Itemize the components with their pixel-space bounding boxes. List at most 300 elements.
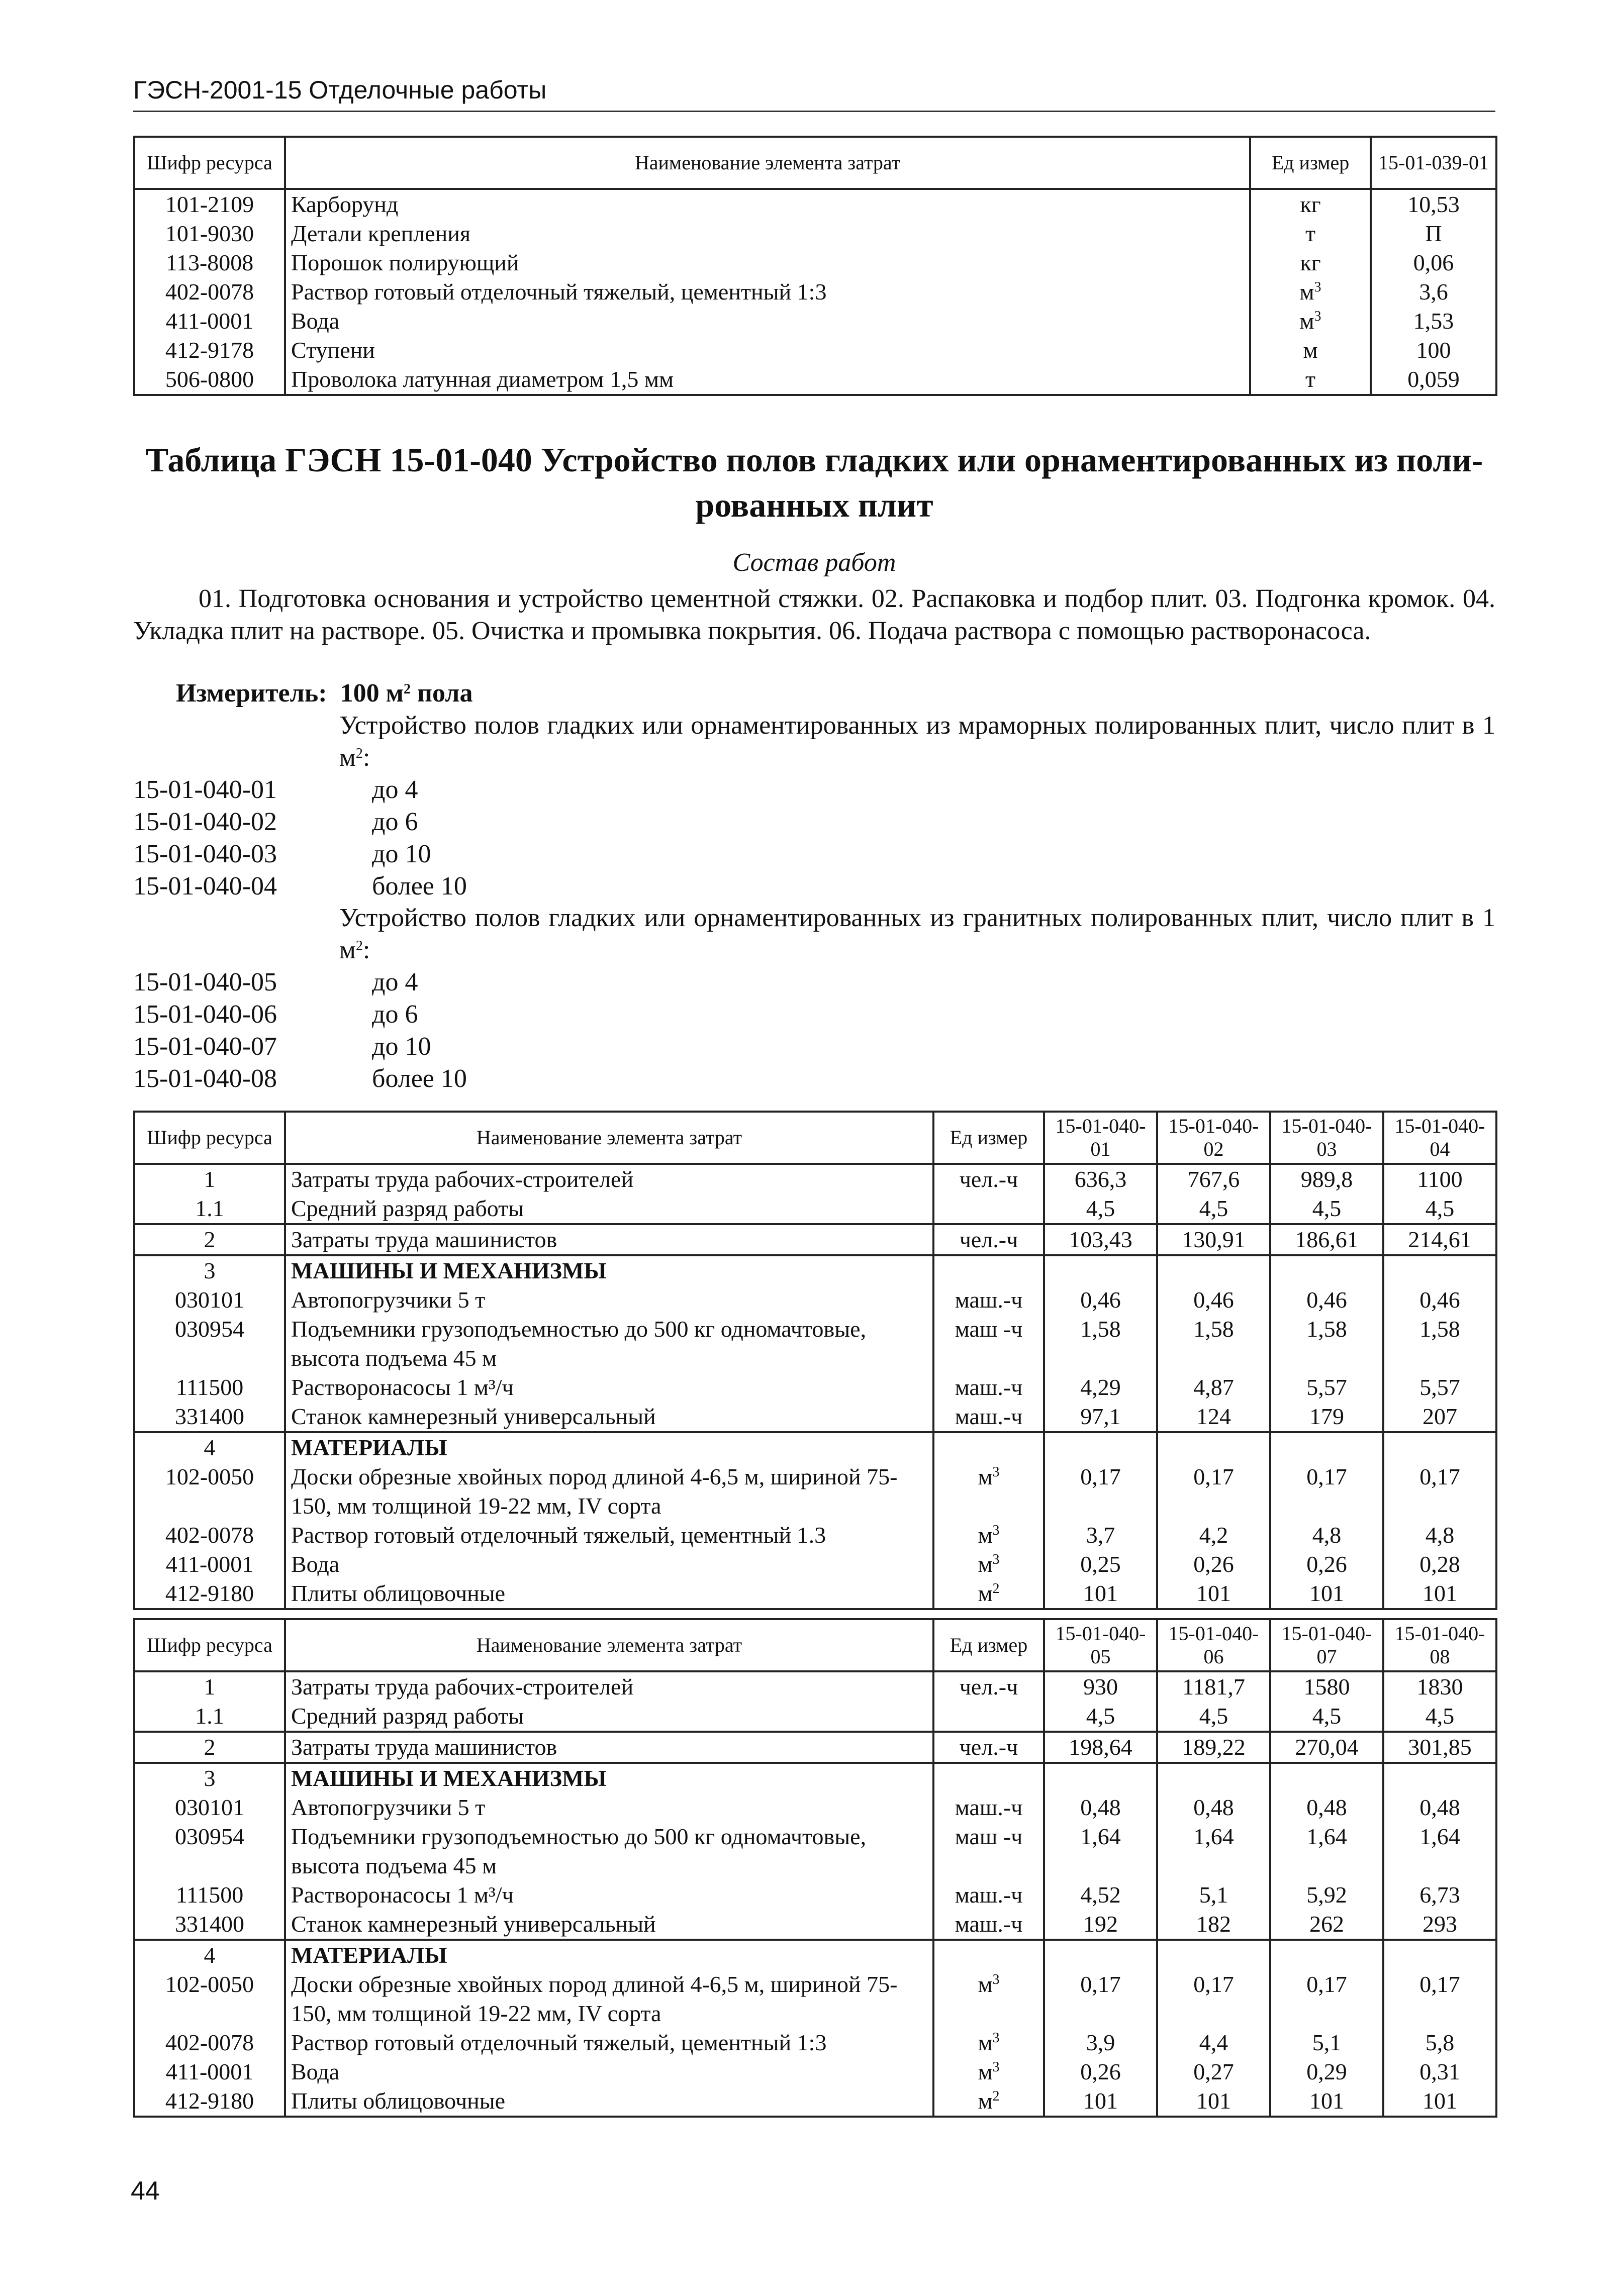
resource-value: 10,53 (1371, 189, 1496, 219)
norm-value: 5,57 (1383, 1373, 1496, 1402)
resource-code: 411-0001 (134, 1550, 285, 1579)
resource-code: 4 (134, 1940, 285, 1970)
unit-text: маш -ч (955, 1316, 1023, 1342)
unit-text: м (978, 2088, 993, 2114)
norm-value: 130,91 (1157, 1224, 1270, 1255)
resource-unit (933, 1462, 1044, 1521)
norm-range: до 6 (372, 808, 418, 836)
table-row (134, 1550, 1496, 1579)
table-body (134, 1671, 1496, 2117)
resource-name: Затраты труда машинистов (285, 1732, 933, 1763)
resource-code: 101-9030 (134, 219, 285, 248)
unit-text: чел.-ч (959, 1674, 1018, 1700)
norm-value: 4,8 (1270, 1521, 1383, 1550)
unit-sup: 3 (992, 1552, 1000, 1567)
table-row (134, 307, 1496, 336)
unit-text: м (978, 2059, 993, 2084)
norm-value: 930 (1044, 1671, 1157, 1702)
resource-unit (1250, 219, 1371, 248)
resource-name: Затраты труда рабочих-строителей (285, 1164, 933, 1194)
col-header-code: Шифр ресурса (134, 1619, 285, 1671)
norm-value (1270, 1432, 1383, 1462)
table-row (134, 1521, 1496, 1550)
resource-code: 111500 (134, 1373, 285, 1402)
col-header-unit: Ед измер (933, 1619, 1044, 1671)
resource-code: 331400 (134, 1402, 285, 1432)
resource-name: Автопогрузчики 5 т (285, 1793, 933, 1822)
group1-suffix: : (362, 743, 370, 772)
table-row (134, 1285, 1496, 1315)
norm-value: 4,5 (1270, 1194, 1383, 1224)
norm-value: 0,17 (1044, 1462, 1157, 1521)
unit-sup: 3 (992, 1523, 1000, 1538)
group1-description (339, 710, 1495, 774)
norm-range: более 10 (372, 872, 467, 901)
table-row (134, 1732, 1496, 1763)
norm-value: 101 (1157, 2086, 1270, 2117)
norm-value: 214,61 (1383, 1224, 1496, 1255)
resource-name: Вода (285, 307, 1250, 336)
meter-suffix: пола (411, 679, 473, 708)
header-rule (133, 111, 1495, 112)
unit-text: маш.-ч (955, 1404, 1023, 1429)
col-header-norm-2: 15-01-040-02 (1157, 1112, 1270, 1164)
resource-name: Раствор готовый отделочный тяжелый, цементный 1:3 (285, 277, 1250, 307)
resource-unit (933, 1702, 1044, 1732)
resource-name: Подъемники грузоподъемностью до 500 кг одномачтовые, высота подъема 45 м (285, 1822, 933, 1880)
col-header-code: Шифр ресурса (134, 137, 285, 189)
resource-name: Растворонасосы 1 м³/ч (285, 1880, 933, 1910)
norm-value (1383, 1432, 1496, 1462)
norm-value: 101 (1044, 2086, 1157, 2117)
resource-unit (933, 1732, 1044, 1763)
resource-code: 331400 (134, 1910, 285, 1940)
resource-unit (933, 1822, 1044, 1880)
composition-label: Состав работ (732, 548, 896, 577)
norm-value (1044, 1255, 1157, 1285)
norm-value: 0,48 (1383, 1793, 1496, 1822)
col-header-norm-8: 15-01-040-08 (1383, 1619, 1496, 1671)
col-header-name: Наименование элемента затрат (285, 1112, 933, 1164)
norm-value: 0,46 (1157, 1285, 1270, 1315)
norm-value: 101 (1044, 1579, 1157, 1609)
table-row (134, 1763, 1496, 1793)
norm-value: 101 (1157, 1579, 1270, 1609)
norm-value: 1,64 (1157, 1822, 1270, 1880)
resource-table-040-01-04 (133, 1111, 1497, 1610)
resource-code: 111500 (134, 1880, 285, 1910)
resource-name: Раствор готовый отделочный тяжелый, цементный 1.3 (285, 1521, 933, 1550)
unit-text: чел.-ч (959, 1166, 1018, 1192)
norm-value: 198,64 (1044, 1732, 1157, 1763)
col-header-code: Шифр ресурса (134, 1112, 285, 1164)
norm-value: 5,8 (1383, 2028, 1496, 2057)
resource-code: 3 (134, 1255, 285, 1285)
unit-text: маш.-ч (955, 1374, 1023, 1400)
col-header-name: Наименование элемента затрат (285, 1619, 933, 1671)
col-header-unit: Ед измер (1250, 137, 1371, 189)
norm-value: 1,58 (1157, 1315, 1270, 1373)
norm-code: 15-01-040-07 (133, 1032, 277, 1061)
norm-value: 4,4 (1157, 2028, 1270, 2057)
table-row (134, 1702, 1496, 1732)
group1-sup: 2 (355, 746, 363, 761)
unit-text: кг (1300, 191, 1321, 217)
norm-value: 767,6 (1157, 1164, 1270, 1194)
norm-value: 189,22 (1157, 1732, 1270, 1763)
resource-unit (933, 1194, 1044, 1224)
resource-code: 030954 (134, 1315, 285, 1373)
norm-value: 0,17 (1383, 1462, 1496, 1521)
unit-text: кг (1300, 250, 1321, 275)
resource-unit (933, 1255, 1044, 1285)
group1-text: Устройство полов гладких или орнаментированных из мраморных полированных плит, число плит в 1 м (339, 711, 1495, 772)
resource-unit (1250, 307, 1371, 336)
resource-unit (933, 1521, 1044, 1550)
unit-sup: 3 (992, 2030, 1000, 2046)
norm-value: 97,1 (1044, 1402, 1157, 1432)
norm-range: до 10 (372, 1032, 431, 1061)
resource-code: 402-0078 (134, 277, 285, 307)
unit-sup: 2 (992, 2088, 1000, 2104)
norm-value: 0,29 (1270, 2057, 1383, 2086)
norm-value: 101 (1270, 2086, 1383, 2117)
norm-range: до 4 (372, 775, 418, 804)
group2-suffix: : (362, 936, 370, 964)
table-row (134, 2057, 1496, 2086)
norm-value: 636,3 (1044, 1164, 1157, 1194)
unit-sup: 3 (992, 1464, 1000, 1480)
resource-unit (933, 1285, 1044, 1315)
norm-code: 15-01-040-02 (133, 808, 277, 836)
norm-value (1157, 1432, 1270, 1462)
resource-code: 411-0001 (134, 307, 285, 336)
norm-value: 5,1 (1157, 1880, 1270, 1910)
resource-name: Станок камнерезный универсальный (285, 1402, 933, 1432)
resource-name: Ступени (285, 336, 1250, 365)
norm-value: 4,8 (1383, 1521, 1496, 1550)
norm-value: 1580 (1270, 1671, 1383, 1702)
resource-name: Затраты труда машинистов (285, 1224, 933, 1255)
norm-value (1270, 1763, 1383, 1793)
resource-code: 411-0001 (134, 2057, 285, 2086)
resource-name: МАТЕРИАЛЫ (285, 1940, 933, 1970)
unit-text: маш.-ч (955, 1911, 1023, 1937)
table-body (134, 189, 1496, 395)
resource-code: 030954 (134, 1822, 285, 1880)
unit-text: м (978, 1464, 993, 1489)
norm-value: 0,26 (1044, 2057, 1157, 2086)
resource-code: 4 (134, 1432, 285, 1462)
unit-text: чел.-ч (959, 1734, 1018, 1760)
norm-value (1157, 1763, 1270, 1793)
norm-value (1157, 1255, 1270, 1285)
norm-value: 4,5 (1383, 1702, 1496, 1732)
norm-value: 4,5 (1044, 1702, 1157, 1732)
norm-value: 301,85 (1383, 1732, 1496, 1763)
norm-code: 15-01-040-06 (133, 1000, 277, 1029)
resource-name: Вода (285, 1550, 933, 1579)
resource-name: Раствор готовый отделочный тяжелый, цементный 1:3 (285, 2028, 933, 2057)
resource-code: 412-9178 (134, 336, 285, 365)
running-header: ГЭСН-2001-15 Отделочные работы (133, 76, 547, 104)
table-row (134, 1579, 1496, 1609)
norm-value: 0,17 (1157, 1462, 1270, 1521)
col-header-norm-3: 15-01-040-03 (1270, 1112, 1383, 1164)
unit-text: т (1305, 221, 1316, 246)
unit-text: маш.-ч (955, 1882, 1023, 1908)
unit-text: маш.-ч (955, 1287, 1023, 1313)
norm-value: 6,73 (1383, 1880, 1496, 1910)
col-header-name: Наименование элемента затрат (285, 137, 1250, 189)
resource-name: Проволока латунная диаметром 1,5 мм (285, 365, 1250, 395)
norm-value: 1,58 (1383, 1315, 1496, 1373)
table-row (134, 1940, 1496, 1970)
resource-value: 100 (1371, 336, 1496, 365)
norm-value (1383, 1763, 1496, 1793)
norm-value: 192 (1044, 1910, 1157, 1940)
norm-value: 4,87 (1157, 1373, 1270, 1402)
norm-value: 101 (1270, 1579, 1383, 1609)
table-row (134, 1315, 1496, 1373)
resource-unit (933, 1579, 1044, 1609)
resource-name: Автопогрузчики 5 т (285, 1285, 933, 1315)
unit-sup: 3 (1314, 279, 1321, 295)
meter-label: Измеритель: (176, 679, 327, 708)
norm-value: 101 (1383, 2086, 1496, 2117)
resource-name: Плиты облицовочные (285, 2086, 933, 2117)
table-row (134, 2086, 1496, 2117)
resource-name: Доски обрезные хвойных пород длиной 4-6,5 м, шириной 75-150, мм толщиной 19-22 мм, IV сорта (285, 1462, 933, 1521)
resource-code: 412-9180 (134, 2086, 285, 2117)
norm-value: 1100 (1383, 1164, 1496, 1194)
norm-value: 1,64 (1383, 1822, 1496, 1880)
group2-sup: 2 (355, 938, 363, 954)
resource-code: 1.1 (134, 1702, 285, 1732)
norm-value: 182 (1157, 1910, 1270, 1940)
group2-description (339, 902, 1495, 966)
section-title (133, 437, 1495, 528)
norm-code: 15-01-040-03 (133, 840, 277, 868)
resource-unit (933, 1970, 1044, 2028)
resource-name: МАШИНЫ И МЕХАНИЗМЫ (285, 1255, 933, 1285)
resource-name: МАТЕРИАЛЫ (285, 1432, 933, 1462)
resource-unit (1250, 277, 1371, 307)
norm-value: 1,58 (1044, 1315, 1157, 1373)
col-header-norm-7: 15-01-040-07 (1270, 1619, 1383, 1671)
resource-value: 1,53 (1371, 307, 1496, 336)
resource-code: 1.1 (134, 1194, 285, 1224)
resource-unit (933, 1432, 1044, 1462)
table-row (134, 2028, 1496, 2057)
resource-code: 1 (134, 1164, 285, 1194)
norm-value: 1,58 (1270, 1315, 1383, 1373)
resource-name: МАШИНЫ И МЕХАНИЗМЫ (285, 1763, 933, 1793)
resource-code: 102-0050 (134, 1462, 285, 1521)
table-row (134, 1970, 1496, 2028)
norm-value: 1830 (1383, 1671, 1496, 1702)
table-row (134, 1432, 1496, 1462)
table-row (134, 1462, 1496, 1521)
norm-range: до 10 (372, 840, 431, 868)
unit-sup: 3 (992, 2059, 1000, 2075)
norm-value: 0,31 (1383, 2057, 1496, 2086)
table-row (134, 1255, 1496, 1285)
norm-value: 124 (1157, 1402, 1270, 1432)
resource-unit (933, 1550, 1044, 1579)
norm-value: 0,46 (1270, 1285, 1383, 1315)
norm-value: 1,64 (1270, 1822, 1383, 1880)
norm-value: 0,17 (1270, 1462, 1383, 1521)
col-header-norm-1: 15-01-040-01 (1044, 1112, 1157, 1164)
resource-unit (933, 1402, 1044, 1432)
resource-name: Станок камнерезный универсальный (285, 1910, 933, 1940)
meter-line (176, 678, 472, 708)
table-row (134, 189, 1496, 219)
table-row (134, 1910, 1496, 1940)
table-row (134, 1194, 1496, 1224)
col-header-norm-5: 15-01-040-05 (1044, 1619, 1157, 1671)
norm-value: 0,28 (1383, 1550, 1496, 1579)
norm-value: 4,5 (1157, 1702, 1270, 1732)
table-row (134, 1224, 1496, 1255)
unit-text: м (978, 2030, 993, 2055)
resource-unit (1250, 365, 1371, 395)
resource-name: Затраты труда рабочих-строителей (285, 1671, 933, 1702)
norm-value: 0,25 (1044, 1550, 1157, 1579)
col-header-norm-6: 15-01-040-06 (1157, 1619, 1270, 1671)
norm-value (1270, 1940, 1383, 1970)
section-title-line1: Таблица ГЭСН 15-01-040 Устройство полов гладких или орнаментированных из поли- (145, 441, 1483, 479)
norm-value: 1181,7 (1157, 1671, 1270, 1702)
resource-code: 102-0050 (134, 1970, 285, 2028)
resource-value: П (1371, 219, 1496, 248)
norm-range: более 10 (372, 1064, 467, 1093)
norm-value: 207 (1383, 1402, 1496, 1432)
table-row (134, 1822, 1496, 1880)
table-row (134, 1402, 1496, 1432)
resource-code: 412-9180 (134, 1579, 285, 1609)
resource-value: 0,059 (1371, 365, 1496, 395)
resource-unit (1250, 189, 1371, 219)
norm-value (1044, 1940, 1157, 1970)
norm-code: 15-01-040-08 (133, 1064, 277, 1093)
resource-unit (933, 1164, 1044, 1194)
resource-unit (933, 2057, 1044, 2086)
norm-value: 0,17 (1383, 1970, 1496, 2028)
resource-unit (933, 1793, 1044, 1822)
resource-code: 2 (134, 1732, 285, 1763)
table-body (134, 1164, 1496, 1609)
resource-name: Доски обрезные хвойных пород длиной 4-6,5 м, шириной 75-150, мм толщиной 19-22 мм, IV сорта (285, 1970, 933, 2028)
col-header-unit: Ед измер (933, 1112, 1044, 1164)
norm-value: 4,5 (1044, 1194, 1157, 1224)
unit-sup: 2 (992, 1581, 1000, 1596)
unit-sup: 3 (1314, 309, 1321, 324)
norm-value (1157, 1940, 1270, 1970)
unit-text: м (1299, 308, 1314, 334)
norm-value: 3,7 (1044, 1521, 1157, 1550)
resource-code: 113-8008 (134, 248, 285, 277)
norm-range: до 4 (372, 968, 418, 996)
resource-code: 402-0078 (134, 2028, 285, 2057)
resource-code: 101-2109 (134, 189, 285, 219)
norm-value: 4,29 (1044, 1373, 1157, 1402)
resource-code: 3 (134, 1763, 285, 1793)
table-row (134, 219, 1496, 248)
unit-text: м (978, 1971, 993, 1997)
resource-name: Средний разряд работы (285, 1702, 933, 1732)
resource-code: 2 (134, 1224, 285, 1255)
norm-value: 4,5 (1270, 1702, 1383, 1732)
norm-value: 5,92 (1270, 1880, 1383, 1910)
resource-unit (933, 1940, 1044, 1970)
resource-code: 506-0800 (134, 365, 285, 395)
norm-value: 103,43 (1044, 1224, 1157, 1255)
table-row (134, 1373, 1496, 1402)
norm-value: 293 (1383, 1910, 1496, 1940)
unit-text: м (978, 1522, 993, 1548)
resource-unit (933, 1880, 1044, 1910)
norm-value: 0,26 (1270, 1550, 1383, 1579)
col-header-norm: 15-01-039-01 (1371, 137, 1496, 189)
unit-text: чел.-ч (959, 1227, 1018, 1252)
norm-value: 186,61 (1270, 1224, 1383, 1255)
norm-value: 0,48 (1044, 1793, 1157, 1822)
table-row (134, 277, 1496, 307)
norm-value (1044, 1432, 1157, 1462)
composition-text: 01. Подготовка основания и устройство цементной стяжки. 02. Распаковка и подбор плит. 03. Подгонка кромок. 04. Укладка плит на растворе. 05. Очистка и промывка покрытия. 06. Подача раствора с помощью растворонасоса. (133, 584, 1495, 645)
resource-name: Детали крепления (285, 219, 1250, 248)
norm-value: 5,57 (1270, 1373, 1383, 1402)
norm-value: 0,17 (1044, 1970, 1157, 2028)
resource-unit (933, 2086, 1044, 2117)
norm-value: 1,64 (1044, 1822, 1157, 1880)
col-header-norm-4: 15-01-040-04 (1383, 1112, 1496, 1164)
resource-name: Подъемники грузоподъемностью до 500 кг одномачтовые, высота подъема 45 м (285, 1315, 933, 1373)
resource-unit (933, 1373, 1044, 1402)
norm-range: до 6 (372, 1000, 418, 1029)
norm-code: 15-01-040-05 (133, 968, 277, 996)
norm-value: 4,2 (1157, 1521, 1270, 1550)
norm-value: 0,17 (1270, 1970, 1383, 2028)
norm-code: 15-01-040-04 (133, 872, 277, 901)
resource-name: Вода (285, 2057, 933, 2086)
norm-code: 15-01-040-01 (133, 775, 277, 804)
resource-unit (1250, 248, 1371, 277)
unit-text: м (1299, 279, 1314, 305)
resource-code: 030101 (134, 1793, 285, 1822)
unit-text: маш -ч (955, 1824, 1023, 1849)
norm-value: 4,52 (1044, 1880, 1157, 1910)
unit-text: м (978, 1551, 993, 1577)
table-row (134, 1793, 1496, 1822)
unit-text: м (1303, 337, 1318, 363)
table-row (134, 248, 1496, 277)
group2-text: Устройство полов гладких или орнаментированных из гранитных полированных плит, число плит в 1 м (339, 904, 1495, 964)
resource-unit (933, 1763, 1044, 1793)
table-row (134, 336, 1496, 365)
table-row (134, 365, 1496, 395)
norm-value: 989,8 (1270, 1164, 1383, 1194)
norm-value: 0,27 (1157, 2057, 1270, 2086)
meter-value: 100 м (340, 679, 404, 708)
norm-value: 4,5 (1383, 1194, 1496, 1224)
norm-value: 0,17 (1157, 1970, 1270, 2028)
page-number: 44 (131, 2176, 160, 2206)
norm-value: 0,48 (1157, 1793, 1270, 1822)
resource-table-039 (133, 136, 1497, 396)
